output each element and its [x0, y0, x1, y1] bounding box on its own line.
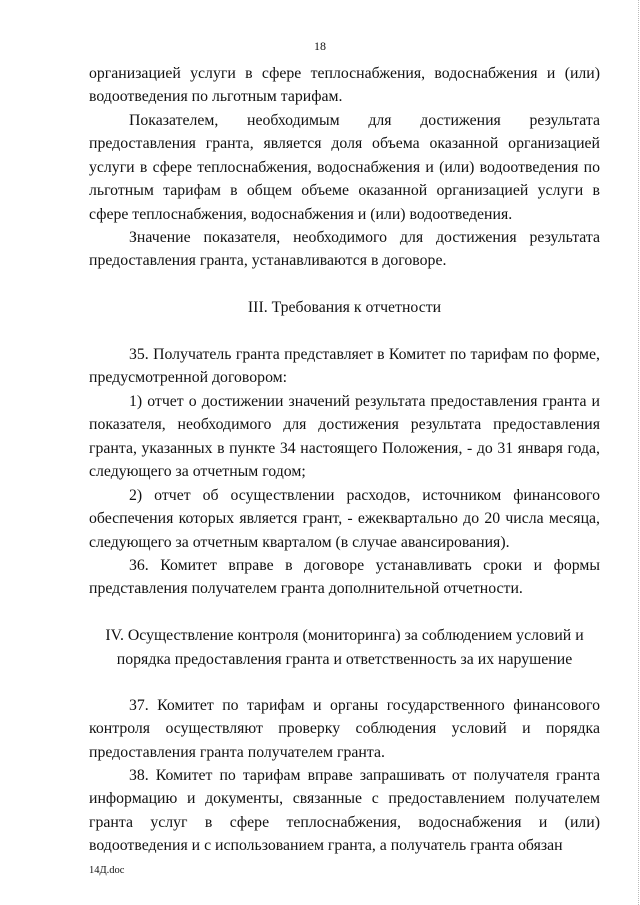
section-heading-reporting: III. Требования к отчетности — [247, 299, 442, 316]
section-heading-control — [89, 624, 600, 672]
clause-38: 38. Комитет по тарифам вправе запрашивать от получателя гранта информацию и документы, связанные с предоставлением получателем гранта услуг в сфере теплоснабжения, водоснабжения и (или) водоотведения и с использованием гранта, а получатель гранта обязан — [89, 767, 600, 855]
clause-35-item-1: 1) отчет о достижении значений результата предоставления гранта и показателя, необходимого для достижения результата предоставления гранта, указанных в пункте 34 настоящего Положения, - до 31 января года, следующего за отчетным годом; — [89, 393, 600, 481]
page-number: 18 — [314, 39, 326, 53]
clause-36: 36. Комитет вправе в договоре устанавливать сроки и формы представления получателем гранта дополнительной отчетности. — [89, 557, 600, 598]
clause-35: 35. Получатель гранта представляет в Комитет по тарифам по форме, предусмотренной договором: — [89, 346, 600, 387]
section-heading-control-line-1: IV. Осуществление контроля (мониторинга) за соблюдением условий и — [105, 627, 584, 644]
clause-35-item-2: 2) отчет об осуществлении расходов, источником финансового обеспечения которых является грант, - ежеквартально до 20 числа месяца, следующего за отчетным кварталом (в случае авансирования). — [89, 487, 600, 551]
footer-filename: 14Д.doc — [89, 865, 125, 876]
paragraph-continuation: организацией услуги в сфере теплоснабжения, водоснабжения и (или) водоотведения по льготным тарифам. — [89, 65, 600, 106]
scan-edge-divider — [637, 0, 639, 905]
clause-37: 37. Комитет по тарифам и органы государственного финансового контроля осуществляют проверку соблюдения условий и порядка предоставления гранта получателем гранта. — [89, 697, 600, 761]
section-heading-control-line-2: порядка предоставления гранта и ответственность за их нарушение — [116, 651, 573, 668]
paragraph-indicator-value: Значение показателя, необходимого для достижения результата предоставления гранта, устанавливаются в договоре. — [89, 229, 600, 270]
paragraph-indicator: Показателем, необходимым для достижения результата предоставления гранта, является доля объема оказанной организацией услуги в сфере теплоснабжения, водоснабжения и (или) водоотведения по льготным тарифам в общем объеме оказанной организацией услуги в сфере теплоснабжения, водоснабжения и (или) водоотведения. — [89, 112, 600, 223]
